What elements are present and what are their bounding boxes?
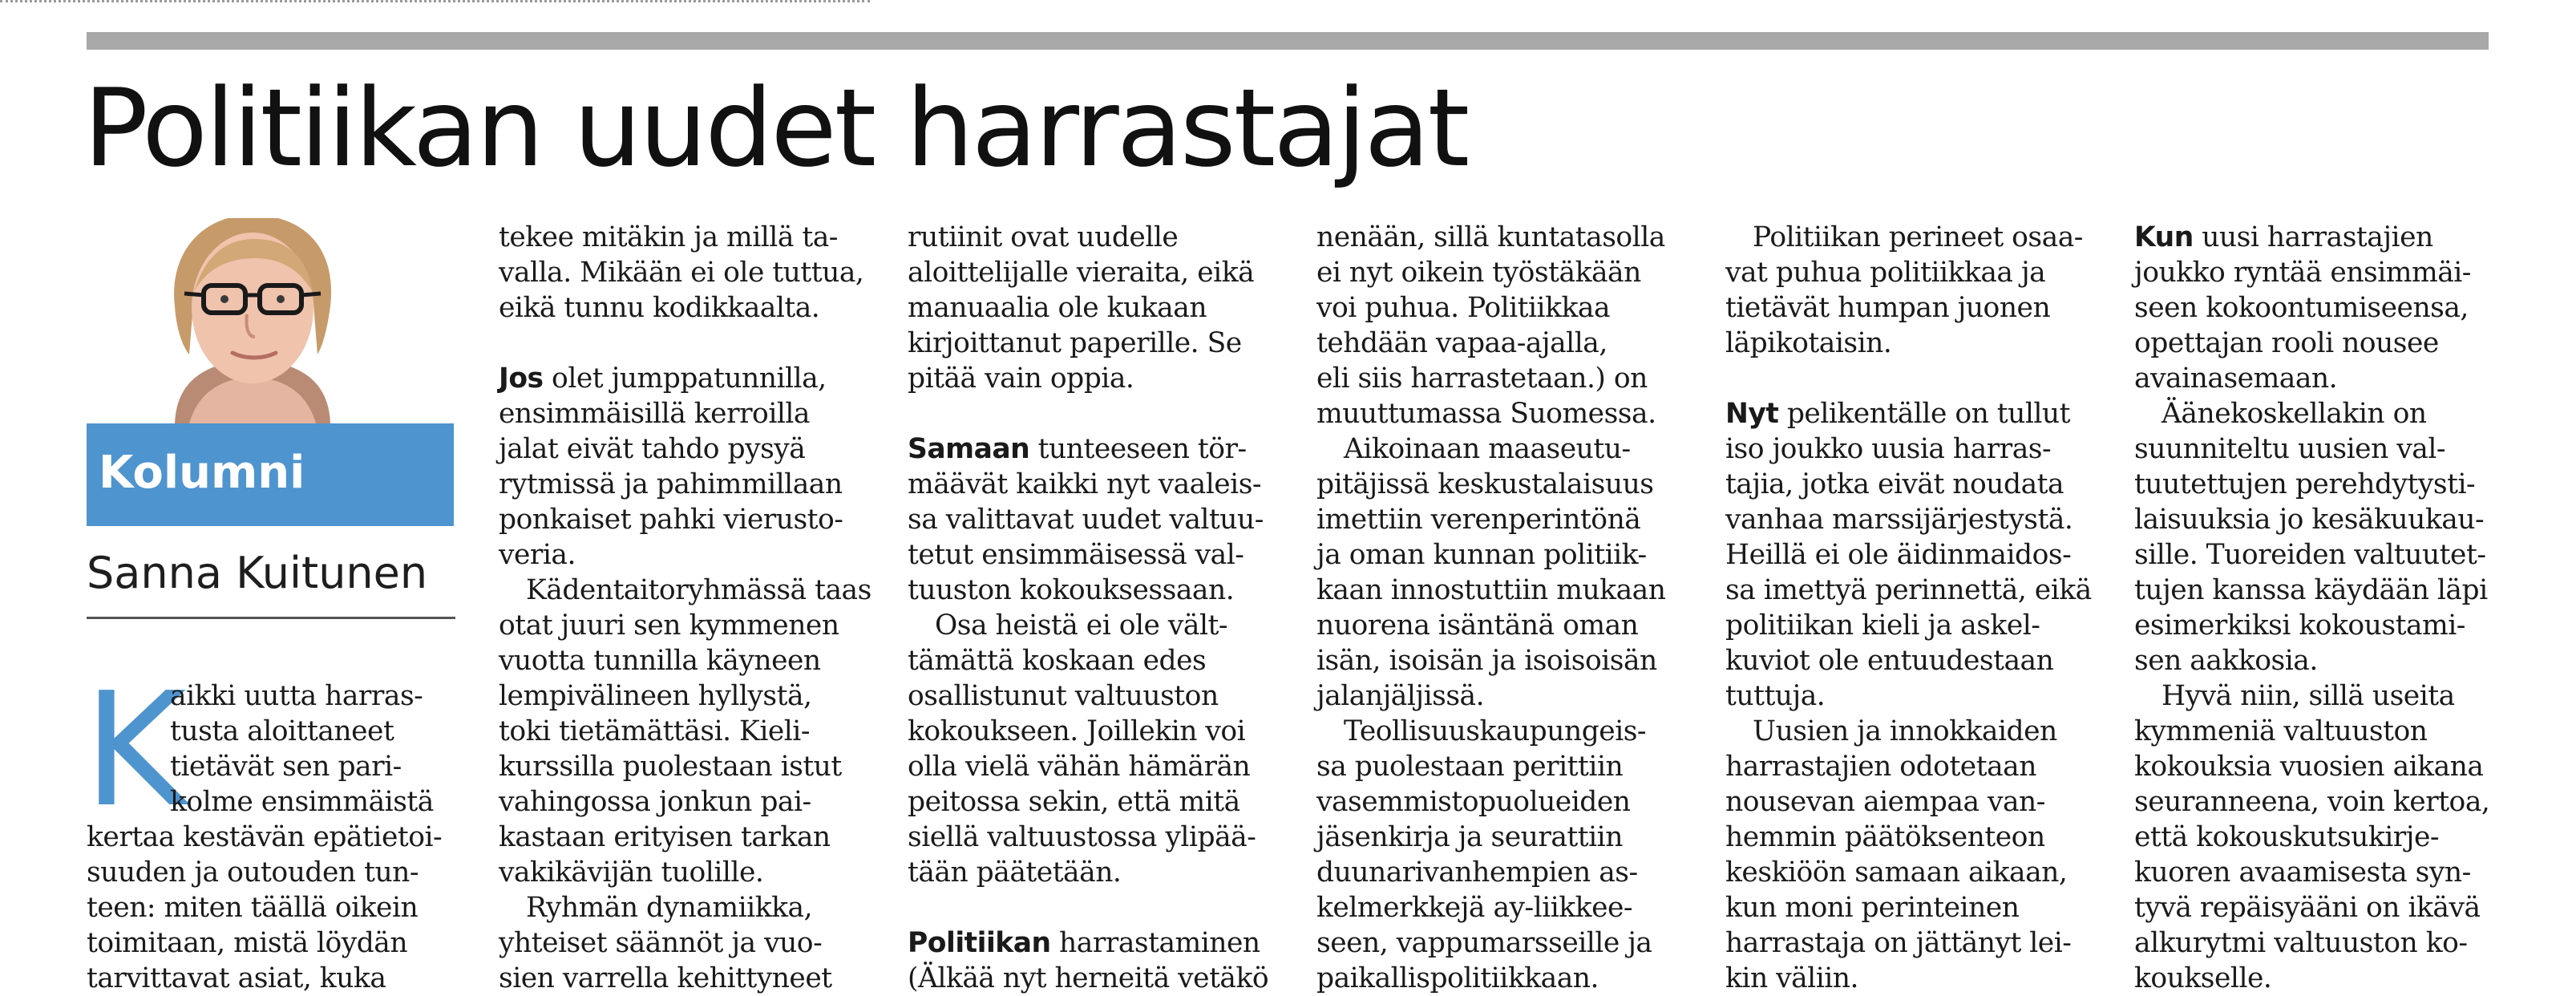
text-line: toimitaan, mistä löydän (87, 927, 408, 959)
text-line: jäsenkirja ja seurattiin (1316, 821, 1623, 853)
text-line: ensimmäisillä kerroilla (499, 398, 810, 430)
text-line: määvät kaikki nyt vaaleis- (908, 468, 1262, 500)
text-line: hemmin päätöksenteon (1725, 821, 2045, 853)
text-line: manuaalia ole kukaan (908, 292, 1207, 324)
text-line: harrastajien odotetaan (1725, 751, 2036, 783)
text-line: vuotta tunnilla käyneen (499, 645, 821, 677)
text-line: aloittelijalle vieraita, eikä (908, 257, 1255, 289)
text-line: Kädentaitoryhmässä taas (526, 574, 871, 606)
author-portrait-image (127, 218, 378, 423)
text-line: toki tietämättäsi. Kieli- (499, 715, 810, 747)
text-line: seen, vappumarsseille ja (1316, 927, 1652, 959)
text-line: alkurytmi valtuuston ko- (2134, 927, 2468, 959)
lead-word: Politiikan (908, 927, 1051, 959)
text-line: Ryhmän dynamiikka, (526, 892, 813, 924)
text-line: rutiinit ovat uudelle (908, 221, 1179, 253)
spacer (908, 890, 1268, 925)
spacer (908, 396, 1268, 431)
text-line: Politiikan perineet osaa- (1753, 221, 2083, 253)
text-line: Osa heistä ei ole vält- (935, 609, 1228, 642)
text-line: voi puhua. Politiikkaa (1316, 292, 1611, 324)
text-line: kurssilla puolestaan istut (499, 751, 842, 783)
text-line: olla vielä vähän hämärän (908, 751, 1251, 783)
text-line: teen: miten täällä oikein (87, 892, 419, 924)
text-line: peitossa sekin, että mitä (908, 786, 1240, 818)
column-6-text (2134, 220, 2489, 996)
column-5-text (1725, 220, 2092, 996)
text-line: sa imettyä perinnettä, eikä (1725, 574, 2092, 606)
text-line: kokoukseen. Joillekin voi (908, 715, 1246, 747)
text-line: imettiin verenperintönä (1316, 504, 1641, 536)
text-line: tusta aloittaneet (170, 715, 394, 747)
author-name: Sanna Kuitunen (87, 548, 428, 598)
lead-word: Kun (2134, 221, 2194, 253)
text-line: kaan innostuttiin mukaan (1316, 574, 1666, 606)
text-line: että kokouskutsukirje- (2134, 821, 2440, 853)
text-line: tietävät sen pari- (170, 751, 402, 783)
text-line: politiikan kieli ja askel- (1725, 609, 2040, 642)
text-line: tuttuja. (1725, 680, 1826, 712)
text-line: Nyt pelikentälle on tullut (1725, 398, 2071, 430)
spacer (1725, 361, 2092, 396)
headline: Politiikan uudet harrastajat (83, 66, 1468, 191)
text-line: tuuston kokouksessaan. (908, 574, 1235, 606)
text-line: kymmeniä valtuuston (2134, 715, 2428, 747)
text-line: siellä valtuustossa ylipää- (908, 821, 1256, 853)
text-line: paikallispolitiikkaan. (1316, 962, 1599, 994)
text-line: Politiikan harrastaminen (908, 927, 1260, 959)
text-line: koukselle. (2134, 962, 2272, 994)
text-line: Samaan tunteeseen tör- (908, 433, 1247, 465)
text-line: suunniteltu uusien val- (2134, 433, 2446, 465)
text-line: nenään, sillä kuntatasolla (1316, 221, 1665, 253)
text-line: esimerkiksi kokoustami- (2134, 609, 2465, 642)
text-line: tetut ensimmäisessä val- (908, 539, 1244, 571)
column-2-text (499, 220, 871, 996)
text-line: (Älkää nyt herneitä vetäkö (908, 962, 1269, 994)
text-line: laisuuksia jo kesäkuukau- (2134, 504, 2485, 536)
text-line: Jos olet jumppatunnilla, (499, 362, 827, 395)
author-photo (127, 218, 378, 423)
text-line: rytmissä ja pahimmillaan (499, 468, 843, 500)
text-line: tyvä repäisyääni on ikävä (2134, 892, 2481, 924)
text-line: kin väliin. (1725, 962, 1858, 994)
text-line: Kun uusi harrastajien (2134, 221, 2433, 253)
drop-cap: K (83, 659, 187, 842)
text-line: kastaan erityisen tarkan (499, 821, 831, 853)
text-line: avainasemaan. (2134, 362, 2338, 395)
text-line: seuranneena, voin kertoa, (2134, 786, 2490, 818)
text-line: sa puolestaan perittiin (1316, 751, 1624, 783)
text-line: vakikävijän tuolille. (499, 856, 764, 889)
column-4-text (1316, 220, 1665, 996)
text-line: Aikoinaan maaseutu- (1344, 433, 1631, 465)
text-line: Äänekoskellakin on (2161, 398, 2427, 430)
text-line: vat puhua politiikkaa ja (1725, 257, 2046, 289)
text-line: kirjoittanut paperille. Se (908, 327, 1242, 359)
text-line: tietävät humpan juonen (1725, 292, 2051, 324)
text-line: harrastaja on jättänyt lei- (1725, 927, 2072, 959)
lead-word: Jos (499, 362, 544, 395)
text-line: veria. (499, 539, 576, 571)
text-line: sien varrella kehittyneet (499, 962, 832, 994)
column-3-text (908, 220, 1268, 996)
text-line: muuttumassa Suomessa. (1316, 398, 1656, 430)
text-line: duunarivanhempien as- (1316, 856, 1638, 889)
top-dotted-line (0, 0, 870, 6)
section-label-box (87, 423, 454, 526)
text-line: ponkaiset pahki vierusto- (499, 504, 843, 536)
text-line: kolme ensimmäistä (170, 786, 434, 818)
text-line: ei nyt oikein työstäkään (1316, 257, 1641, 289)
section-label: Kolumni (99, 447, 305, 499)
text-line: tarvittavat asiat, kuka (87, 962, 386, 994)
text-line: iso joukko uusia harras- (1725, 433, 2052, 465)
text-line: seen kokoontumiseensa, (2134, 292, 2469, 324)
text-line: tään päätetään. (908, 856, 1122, 889)
text-line: suuden ja outouden tun- (87, 856, 419, 889)
text-line: otat juuri sen kymmenen (499, 609, 839, 642)
text-line: ja oman kunnan politiik- (1316, 539, 1647, 571)
text-line: Teollisuuskaupungeis- (1344, 715, 1647, 747)
text-line: tekee mitäkin ja millä ta- (499, 221, 838, 253)
text-line: valla. Mikään ei ole tuttua, (499, 257, 864, 289)
text-line: vahingossa jonkun pai- (499, 786, 811, 818)
text-line: nousevan aiempaa van- (1725, 786, 2045, 818)
text-line: opettajan rooli nousee (2134, 327, 2439, 359)
text-line: sille. Tuoreiden valtuutet- (2134, 539, 2486, 571)
text-line: eikä tunnu kodikkaalta. (499, 292, 820, 324)
lead-word: Nyt (1725, 398, 1779, 430)
text-line: lempivälineen hyllystä, (499, 680, 812, 712)
column-1-wrapped-text (170, 678, 434, 820)
lead-word: Samaan (908, 433, 1030, 465)
text-line: Heillä ei ole äidinmaidos- (1725, 539, 2072, 571)
text-line: joukko ryntää ensimmäi- (2134, 257, 2471, 289)
text-line: kuoren avaamisesta syn- (2134, 856, 2471, 889)
text-line: vasemmistopuolueiden (1316, 786, 1631, 818)
text-line: sen aakkosia. (2134, 645, 2318, 677)
text-line: kuviot ole entuudestaan (1725, 645, 2054, 677)
text-line: jalat eivät tahdo pysyä (499, 433, 806, 465)
text-line: pitäjissä keskustalaisuus (1316, 468, 1654, 500)
text-line: keskiöön samaan aikaan, (1725, 856, 2068, 889)
text-line: kun moni perinteinen (1725, 892, 2020, 924)
text-line: kertaa kestävän epätietoi- (87, 821, 443, 853)
text-line: isän, isoisän ja isoisoisän (1316, 645, 1657, 677)
column-1-text (87, 820, 442, 996)
text-line: jalanjäljissä. (1316, 680, 1485, 712)
text-line: yhteiset säännöt ja vuo- (499, 927, 823, 959)
text-line: Hyvä niin, sillä useita (2161, 680, 2455, 712)
text-line: tuutettujen perehdytysti- (2134, 468, 2476, 500)
text-line: kelmerkkejä ay-liikkee- (1316, 892, 1633, 924)
spacer (499, 326, 871, 361)
text-line: tämättä koskaan edes (908, 645, 1207, 677)
text-line: tujen kanssa käydään läpi (2134, 574, 2488, 606)
author-divider (87, 617, 455, 619)
text-line: aikki uutta harras- (170, 680, 423, 712)
text-line: eli siis harrastetaan.) on (1316, 362, 1648, 395)
text-line: läpikotaisin. (1725, 327, 1892, 359)
text-line: tajia, jotka eivät noudata (1725, 468, 2064, 500)
text-line: nuorena isäntänä oman (1316, 609, 1639, 642)
text-line: pitää vain oppia. (908, 362, 1134, 395)
text-line: Uusien ja innokkaiden (1753, 715, 2057, 747)
text-line: sa valittavat uudet valtuu- (908, 504, 1264, 536)
text-line: kokouksia vuosien aikana (2134, 751, 2484, 783)
text-line: vanhaa marssijärjestystä. (1725, 504, 2073, 536)
text-line: tehdään vapaa-ajalla, (1316, 327, 1607, 359)
top-rule-bar (87, 32, 2489, 50)
text-line: osallistunut valtuuston (908, 680, 1219, 712)
